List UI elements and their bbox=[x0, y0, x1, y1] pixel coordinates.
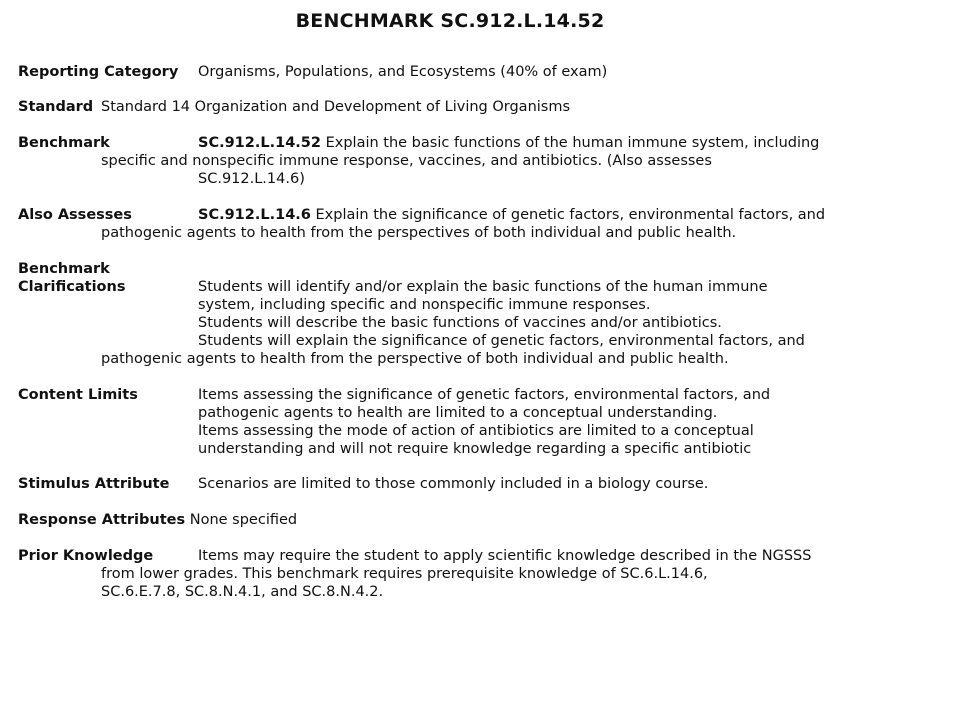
reporting-category-label: Reporting Category bbox=[18, 64, 179, 80]
response-attributes-line bbox=[18, 511, 297, 529]
benchmark-code: SC.912.L.14.52 bbox=[198, 135, 321, 151]
clarifications-label-line-2: Clarifications bbox=[18, 279, 126, 295]
also-assesses-label: Also Assesses bbox=[18, 207, 132, 223]
benchmark-line-2: specific and nonspecific immune response, vaccines, and antibiotics. (Also assesses bbox=[101, 153, 712, 169]
content-limits-label: Content Limits bbox=[18, 387, 138, 403]
also-assesses-line-1 bbox=[198, 206, 825, 224]
prior-knowledge-line: SC.6.E.7.8, SC.8.N.4.1, and SC.8.N.4.2. bbox=[101, 584, 384, 600]
also-assesses-code: SC.912.L.14.6 bbox=[198, 207, 311, 223]
prior-knowledge-line: from lower grades. This benchmark requires prerequisite knowledge of SC.6.L.14.6, bbox=[101, 566, 708, 582]
benchmark-description: Explain the basic functions of the human immune system, including bbox=[320, 135, 820, 151]
content-limit-line: pathogenic agents to health are limited to a conceptual understanding. bbox=[198, 405, 718, 421]
benchmark-line-3: SC.912.L.14.6) bbox=[198, 171, 305, 187]
standard-label: Standard bbox=[18, 99, 94, 115]
benchmark-label: Benchmark bbox=[18, 135, 110, 151]
stimulus-attribute-label: Stimulus Attribute bbox=[18, 476, 170, 492]
clarification-line: Students will describe the basic functions of vaccines and/or antibiotics. bbox=[198, 315, 722, 331]
clarifications-label-line-1: Benchmark bbox=[18, 261, 110, 277]
clarification-line: system, including specific and nonspecific immune responses. bbox=[198, 297, 651, 313]
reporting-category-text: Organisms, Populations, and Ecosystems (40% of exam) bbox=[198, 64, 608, 80]
also-assesses-description: Explain the significance of genetic factors, environmental factors, and bbox=[310, 207, 826, 223]
standard-text: Standard 14 Organization and Development of Living Organisms bbox=[101, 99, 571, 115]
content-limit-line: Items assessing the mode of action of antibiotics are limited to a conceptual bbox=[198, 423, 754, 439]
page-title: BENCHMARK SC.912.L.14.52 bbox=[295, 10, 605, 32]
prior-knowledge-label: Prior Knowledge bbox=[18, 548, 154, 564]
also-assesses-line-2: pathogenic agents to health from the perspectives of both individual and public health. bbox=[101, 225, 737, 241]
clarification-line: Students will explain the significance of genetic factors, environmental factors, and bbox=[198, 333, 805, 349]
content-limit-line: understanding and will not require knowledge regarding a specific antibiotic bbox=[198, 441, 752, 457]
response-attributes-text: None specified bbox=[189, 512, 298, 528]
response-attributes-label: Response Attributes bbox=[18, 512, 186, 528]
clarification-line: Students will identify and/or explain the basic functions of the human immune bbox=[198, 279, 768, 295]
stimulus-attribute-text: Scenarios are limited to those commonly included in a biology course. bbox=[198, 476, 709, 492]
content-limit-line: Items assessing the significance of genetic factors, environmental factors, and bbox=[198, 387, 771, 403]
benchmark-line-1 bbox=[198, 134, 819, 152]
prior-knowledge-line: Items may require the student to apply scientific knowledge described in the NGSSS bbox=[198, 548, 812, 564]
clarification-line: pathogenic agents to health from the perspective of both individual and public health. bbox=[101, 351, 729, 367]
